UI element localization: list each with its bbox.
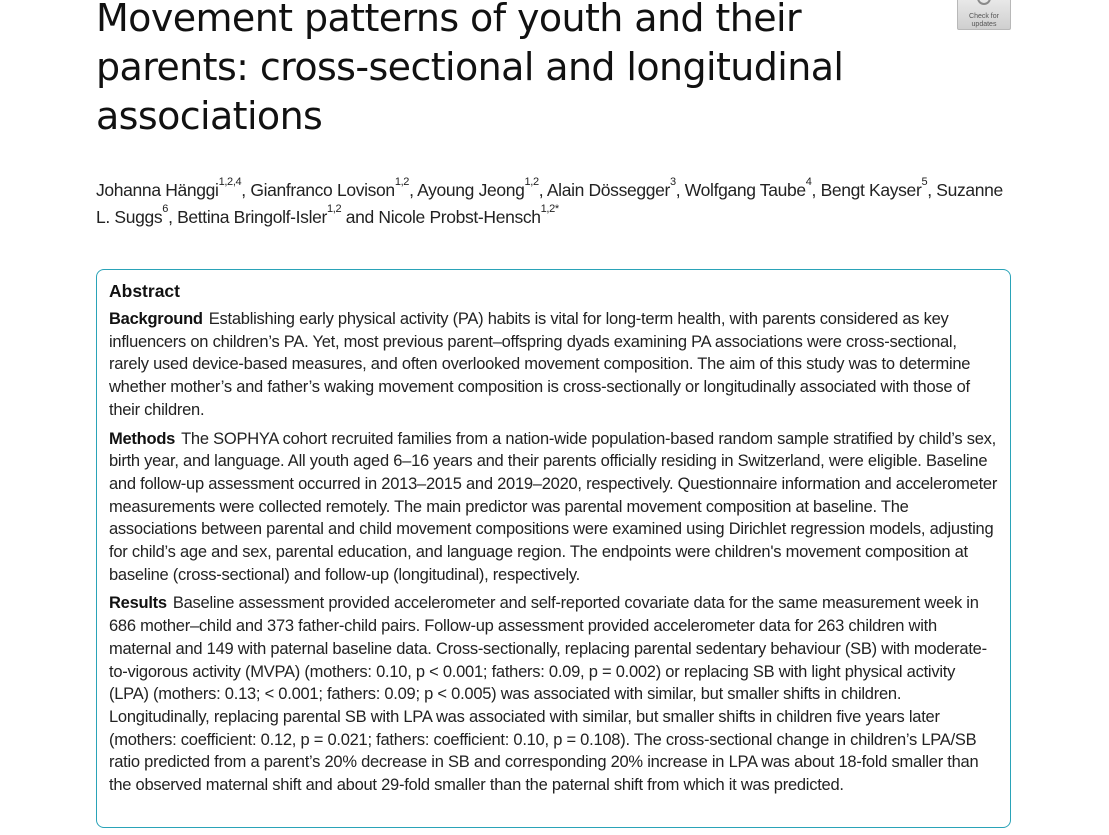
author-separator: ,	[811, 180, 821, 200]
author-name: Nicole Probst-Hensch	[378, 207, 541, 227]
author[interactable]	[684, 176, 812, 200]
author-name: Gianfranco Lovison	[250, 180, 395, 200]
author-affiliation: 1,2*	[540, 203, 559, 215]
section-text-results: Baseline assessment provided accelerometer and self-reported covariate data for the same measurement week in 686 mother–child and 373 father-child pairs. Follow-up assessment provided accelerometer data for 263 children with maternal and 149 with paternal baseline data. Cross-sectionally, replacing parental sedentary behaviour (SB) with moderate-to-vigorous activity (MVPA) (mothers: 0.10, p < 0.001; fathers: 0.09, p = 0.002) or replacing SB with light physical activity (LPA) (mothers: 0.13; < 0.001; fathers: 0.09; p < 0.005) was associated with similar, but smaller shifts in children. Longitudinally, replacing parental SB with LPA was associated with similar, but smaller shifts in children five years later (mothers: coefficient: 0.12, p = 0.021; fathers: coefficient: 0.10, p = 0.108). The cross-sectional change in children’s LPA/SB ratio predicted from a parent’s 20% decrease in SB and corresponding 20% increase in LPA was about 18-fold smaller than the observed maternal shift and about 29-fold smaller than the paternal shift from which it was predicted.	[109, 594, 987, 795]
author-separator: ,	[241, 180, 251, 200]
author-affiliation: 3	[669, 176, 676, 188]
author[interactable]	[820, 176, 928, 200]
author-affiliation: 6	[162, 203, 169, 215]
author-affiliation: 1,2,4	[218, 176, 242, 188]
author-name: Suzanne L. Suggs	[96, 180, 1003, 227]
author-separator: ,	[927, 180, 937, 200]
section-label-background: Background	[109, 310, 203, 328]
author-separator: ,	[675, 180, 685, 200]
check-for-updates-badge[interactable]	[957, 0, 1011, 30]
abstract-results	[109, 592, 998, 796]
author[interactable]	[250, 176, 410, 200]
author[interactable]	[417, 176, 539, 200]
check-for-updates-label: Check for updates	[969, 13, 999, 28]
check-for-updates-icon	[977, 0, 991, 5]
author-affiliation: 4	[805, 176, 812, 188]
author-separator: and	[341, 207, 379, 227]
author-name: Ayoung Jeong	[417, 180, 525, 200]
author-name: Bengt Kayser	[820, 180, 922, 200]
author-affiliation: 1,2	[326, 203, 342, 215]
author-separator: ,	[409, 180, 418, 200]
abstract-background	[109, 308, 998, 422]
section-text-methods: The SOPHYA cohort recruited families from a nation-wide population-based random sample stratified by child’s sex, birth year, and language. All youth aged 6–16 years and their parents officially residing in Switzerland, were eligible. Baseline and follow-up assessment occurred in 2013–2015 and 2019–2020, respectively. Questionnaire information and accelerometer measurements were collected remotely. The main predictor was parental movement composition at baseline. The associations between parental and child movement compositions were examined using Dirichlet regression models, adjusting for child’s age and sex, parental education, and language region. The endpoints were children's movement composition at baseline (cross-sectional) and follow-up (longitudinal), respectively.	[109, 429, 998, 584]
author-affiliation: 1,2	[394, 176, 410, 188]
section-label-results: Results	[109, 594, 167, 613]
abstract-methods	[109, 428, 998, 587]
abstract-heading: Abstract	[109, 281, 180, 301]
author-name: Wolfgang Taube	[684, 180, 806, 200]
abstract-box	[96, 269, 1011, 828]
author[interactable]	[546, 176, 676, 200]
section-label-methods: Methods	[109, 429, 176, 448]
author-list	[96, 177, 1016, 231]
author-name: Johanna Hänggi	[96, 180, 219, 200]
author-affiliation: 1,2	[524, 176, 539, 188]
author-separator: ,	[168, 207, 178, 227]
author[interactable]	[96, 176, 242, 200]
author-affiliation: 5	[921, 176, 928, 188]
author-separator: ,	[538, 180, 547, 200]
author-name: Bettina Bringolf-Isler	[177, 207, 327, 227]
section-text-background: Establishing early physical activity (PA) habits is vital for long-term health, with parents considered as key influencers on children’s PA. Yet, most previous parent–offspring dyads examining PA associations were cross-sectional, rarely used device-based measures, and often overlooked movement composition. The aim of this study was to determine whether mother’s and father’s waking movement composition is cross-sectionally or longitudinally associated with those of their children.	[109, 310, 971, 419]
author-name: Alain Dössegger	[546, 180, 670, 200]
author[interactable]	[378, 203, 559, 227]
author[interactable]	[177, 203, 342, 227]
article-title: Movement patterns of youth and their parents: cross-sectional and longitudinal associations	[96, 0, 844, 138]
